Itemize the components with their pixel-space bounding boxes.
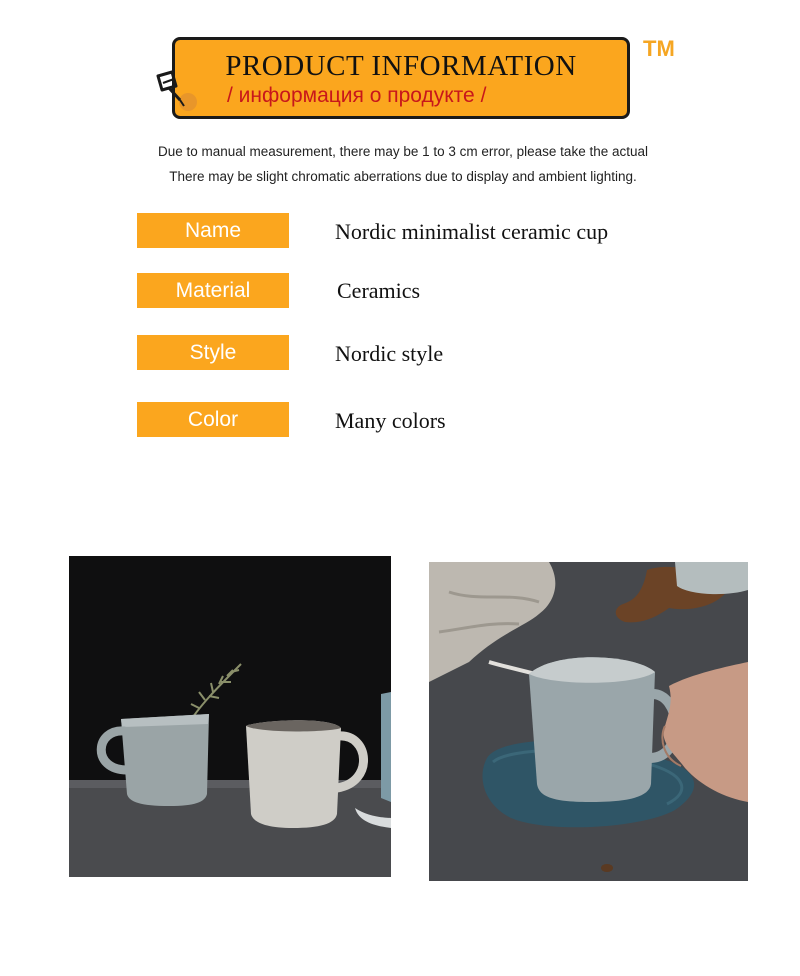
spec-label-material: Material (137, 273, 289, 308)
pushpin-icon (150, 66, 202, 118)
spec-value-color: Many colors (335, 408, 446, 433)
trademark-symbol: TM (643, 36, 675, 61)
product-photo-cup-saucer (429, 562, 748, 881)
color-note: There may be slight chromatic aberrations due to display and ambient lighting. (169, 169, 637, 184)
spec-label-style: Style (137, 335, 289, 370)
banner-subtitle: / информация о продукте / (227, 84, 487, 107)
measurement-note: Due to manual measurement, there may be 1 to 3 cm error, please take the actual (157, 144, 648, 159)
product-info-banner (172, 37, 630, 119)
spec-value-style: Nordic style (335, 341, 444, 366)
banner-title: PRODUCT INFORMATION (225, 50, 577, 82)
spec-label-color: Color (137, 402, 289, 437)
spec-label-name: Name (137, 213, 289, 248)
product-photo-mugs (69, 556, 391, 877)
spec-value-name: Nordic minimalist ceramic cup (335, 219, 609, 244)
spec-value-material: Ceramics (337, 278, 421, 303)
